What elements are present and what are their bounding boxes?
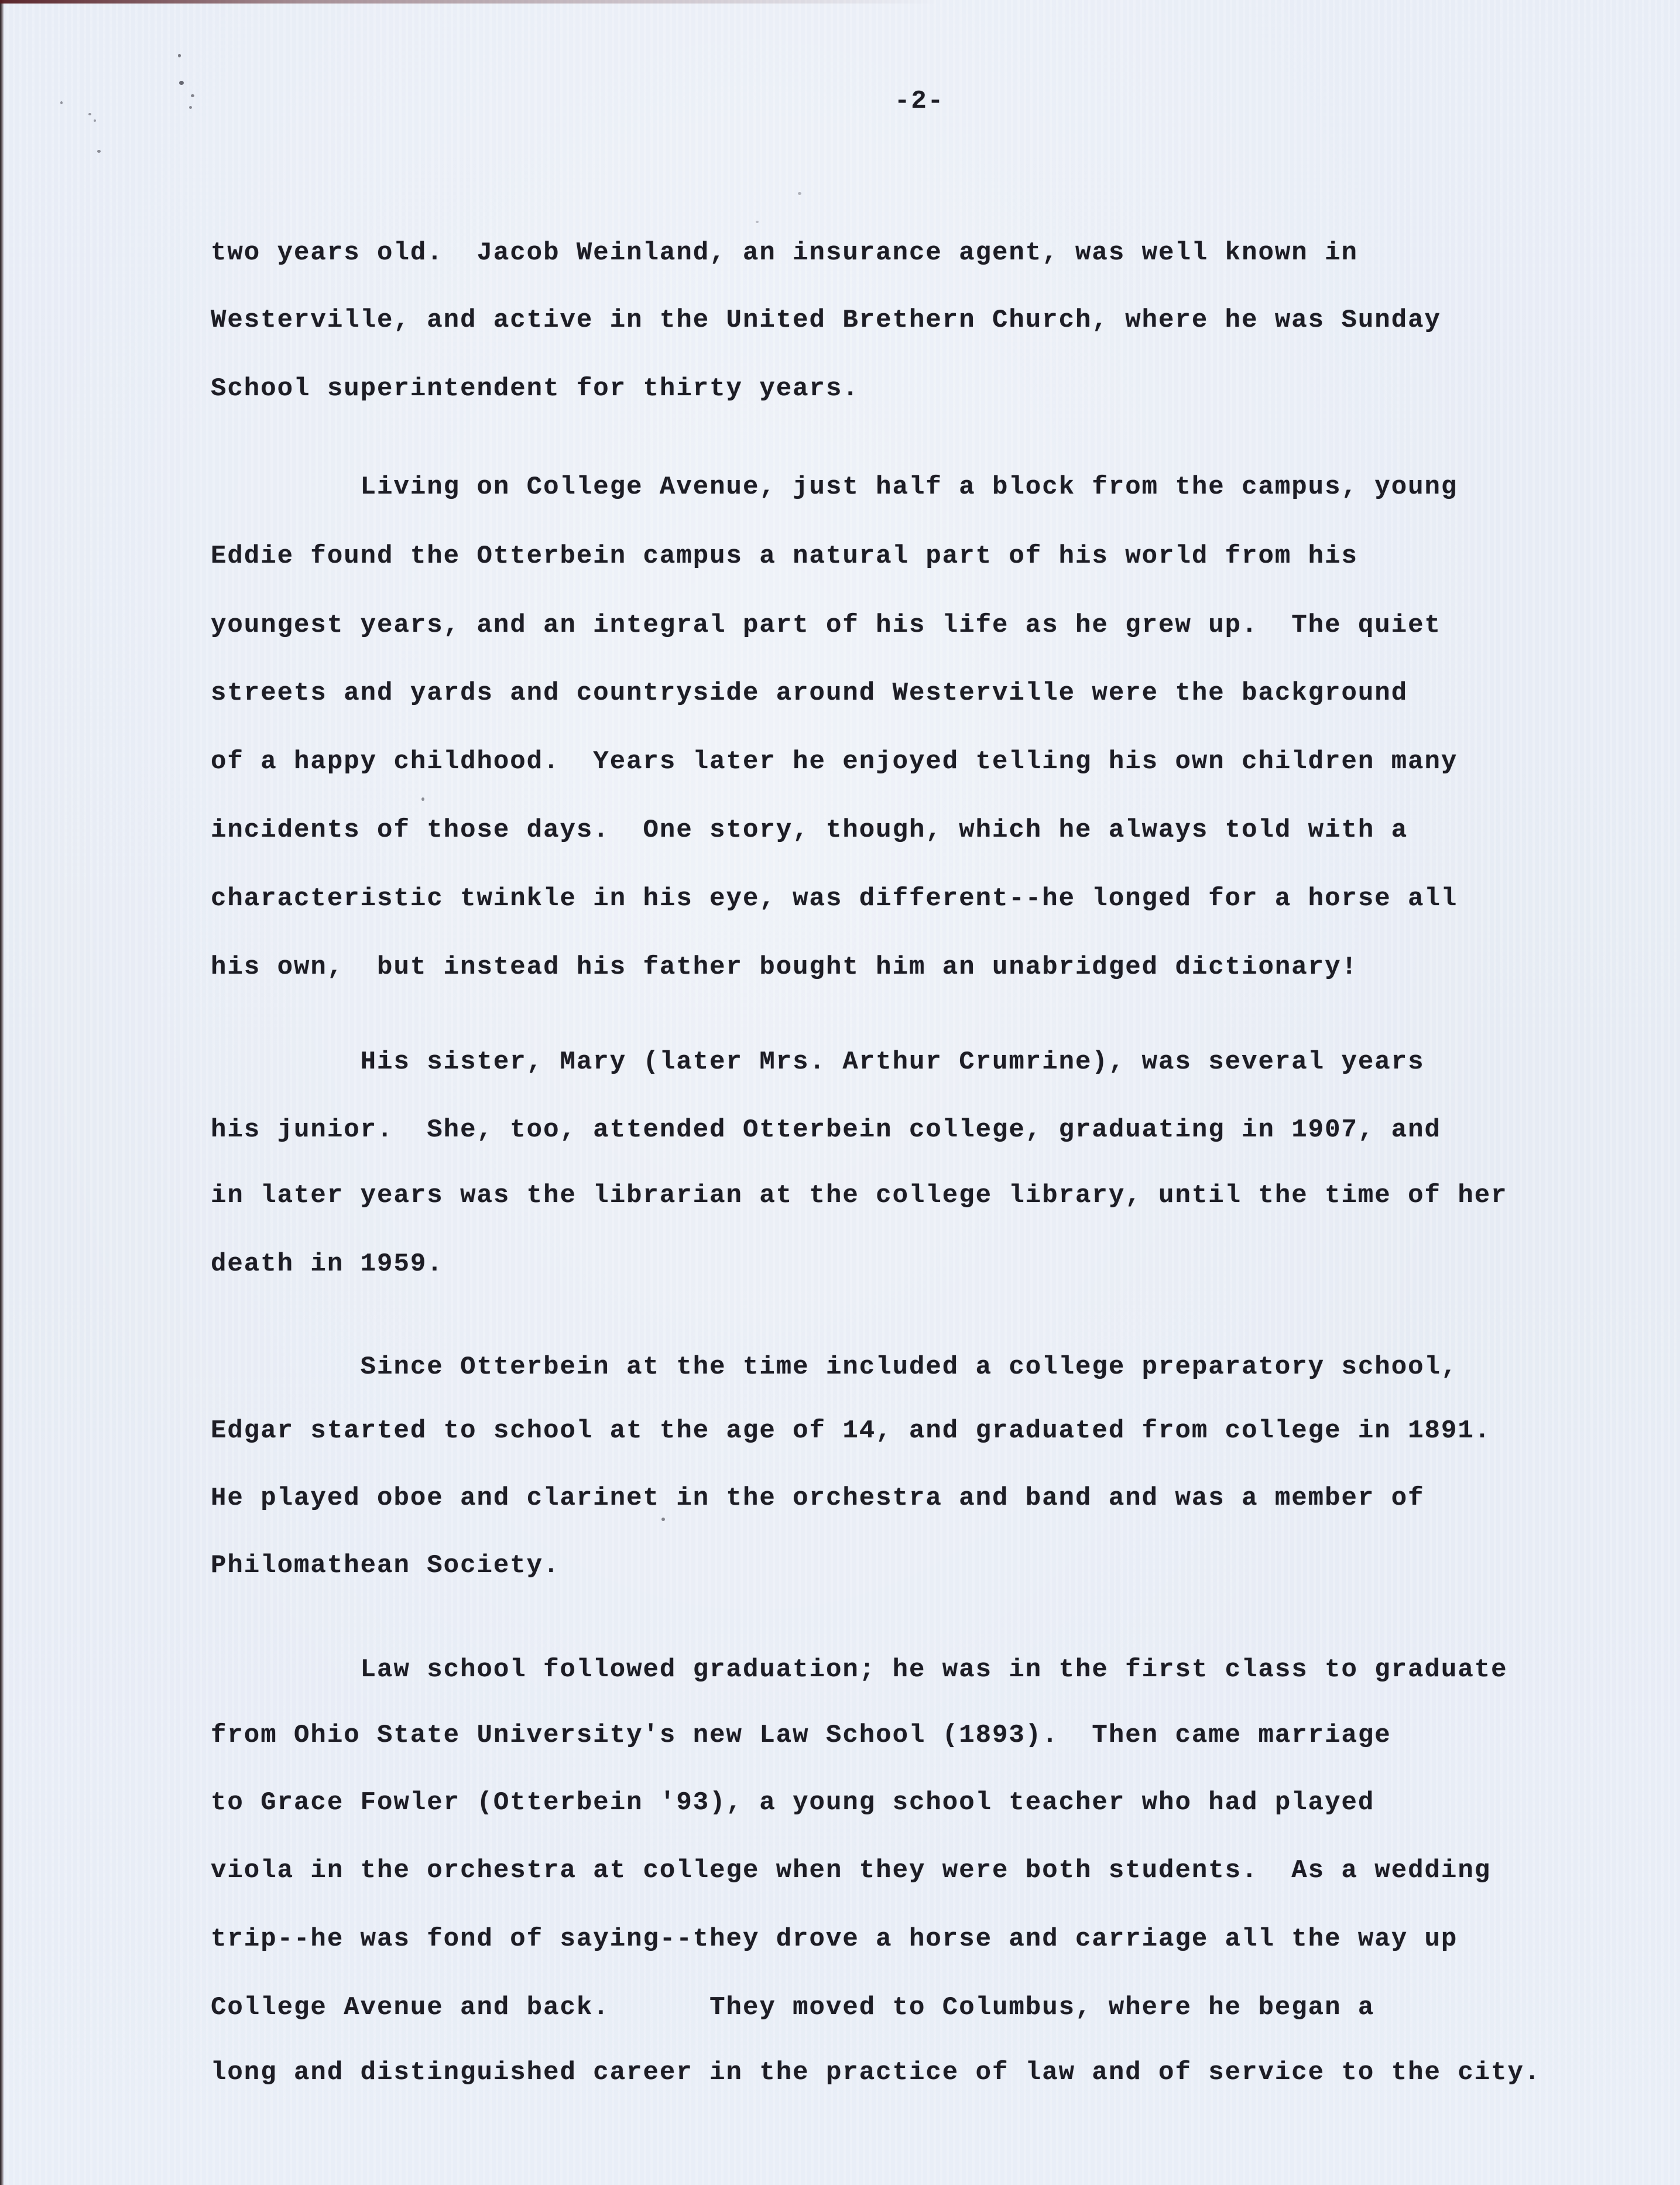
ink-speck [60, 101, 63, 104]
text-line: youngest years, and an integral part of his life as he grew up. The quiet [211, 611, 1441, 640]
text-line: to Grace Fowler (Otterbein '93), a young school teacher who had played [211, 1788, 1375, 1817]
text-line: death in 1959. [211, 1249, 444, 1279]
text-line: viola in the orchestra at college when they were both students. As a wedding [211, 1856, 1492, 1885]
text-line: Since Otterbein at the time included a college preparatory school, [211, 1352, 1458, 1382]
text-line: streets and yards and countryside around Westerville were the background [211, 679, 1408, 708]
text-line: Eddie found the Otterbein campus a natural part of his world from his [211, 542, 1358, 571]
text-line: long and distinguished career in the practice of law and of service to the city. [211, 2058, 1541, 2087]
text-line: Living on College Avenue, just half a block from the campus, young [211, 472, 1458, 502]
text-line: He played oboe and clarinet in the orchestra and band and was a member of [211, 1484, 1425, 1513]
ink-speck [94, 119, 96, 122]
text-line: his junior. She, too, attended Otterbein college, graduating in 1907, and [211, 1115, 1441, 1145]
text-line: two years old. Jacob Weinland, an insurance agent, was well known in [211, 238, 1358, 268]
ink-speck [798, 192, 801, 195]
text-line: trip--he was fond of saying--they drove a horse and carriage all the way up [211, 1924, 1458, 1954]
ink-speck [88, 113, 91, 115]
text-line: of a happy childhood. Years later he enjoyed telling his own children many [211, 747, 1458, 776]
text-line: his own, but instead his father bought him an unabridged dictionary! [211, 953, 1358, 982]
text-line: characteristic twinkle in his eye, was different--he longed for a horse all [211, 884, 1458, 913]
ink-speck [191, 94, 194, 97]
page-number: -2- [894, 87, 945, 116]
text-line: Westerville, and active in the United Brethern Church, where he was Sunday [211, 306, 1441, 335]
ink-speck [756, 221, 759, 223]
text-line: His sister, Mary (later Mrs. Arthur Crumrine), was several years [211, 1047, 1425, 1077]
text-line: Law school followed graduation; he was in the first class to graduate [211, 1655, 1508, 1684]
ink-speck [421, 797, 424, 801]
text-line: School superintendent for thirty years. [211, 374, 859, 403]
ink-speck [178, 54, 181, 57]
ink-speck [179, 81, 184, 85]
ink-speck [189, 106, 192, 109]
text-line: incidents of those days. One story, though, which he always told with a [211, 816, 1408, 845]
scan-edge-top [0, 0, 1041, 4]
text-line: Philomathean Society. [211, 1551, 560, 1580]
text-line: Edgar started to school at the age of 14, and graduated from college in 1891. [211, 1416, 1492, 1446]
ink-speck [661, 1518, 665, 1521]
scan-edge-left [0, 0, 4, 2185]
ink-speck [97, 150, 101, 153]
text-line: College Avenue and back. They moved to Columbus, where he began a [211, 1993, 1375, 2022]
text-line: from Ohio State University's new Law School (1893). Then came marriage [211, 1721, 1391, 1750]
text-line: in later years was the librarian at the college library, until the time of her [211, 1181, 1508, 1210]
